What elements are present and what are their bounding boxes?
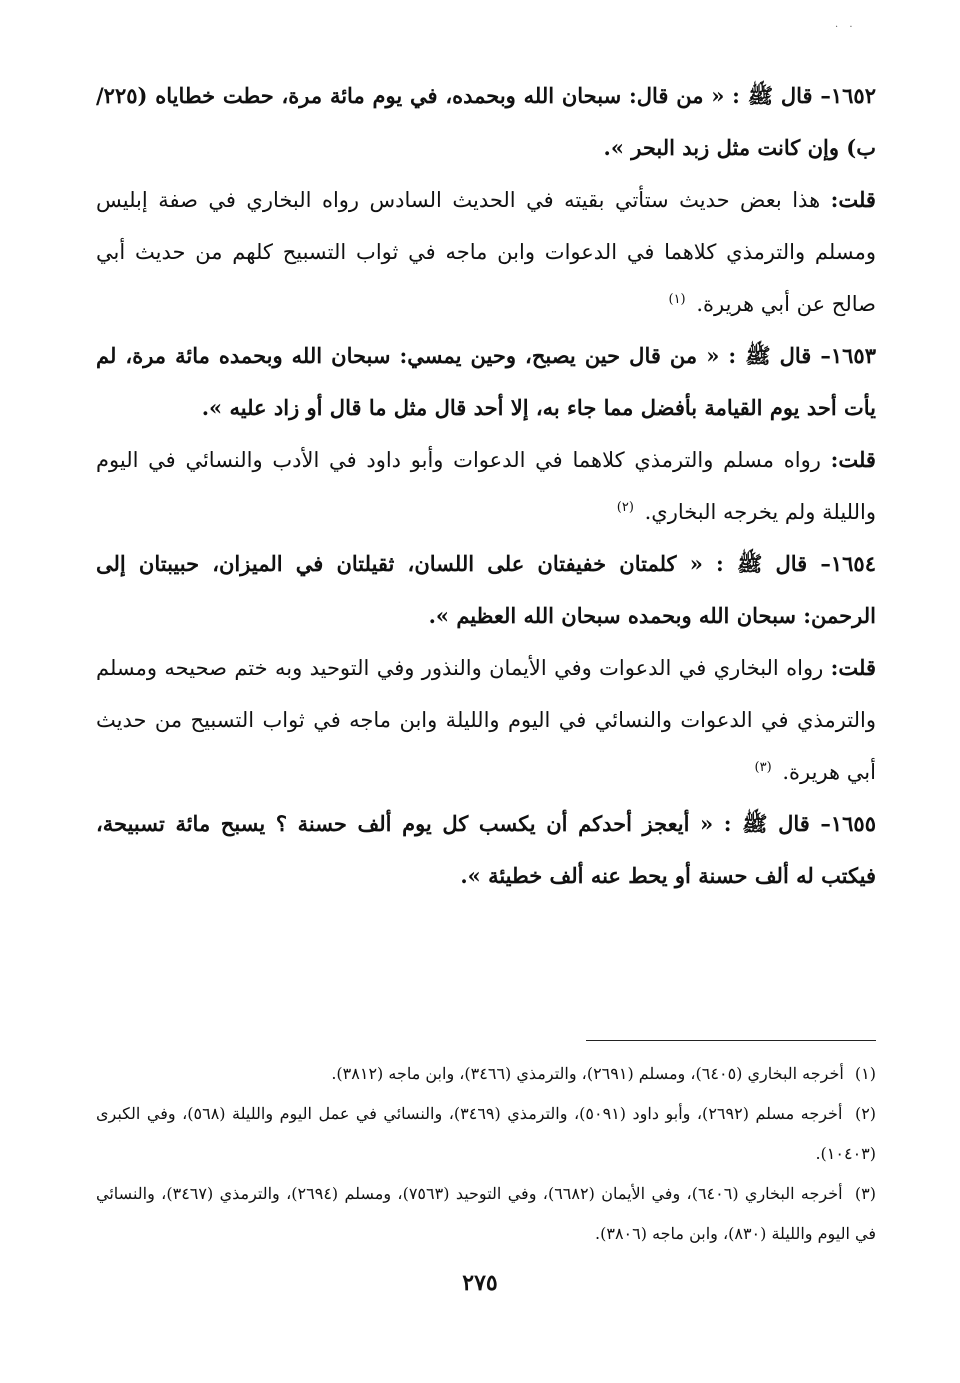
footnote-divider xyxy=(586,1040,876,1041)
footnotes xyxy=(96,1054,876,1254)
footnote-2 xyxy=(96,1094,876,1174)
main-text xyxy=(96,70,876,902)
hadith-1652: ١٦٥٢– قال ﷺ : « من قال: سبحان الله وبحمده، في يوم مائة مرة، حطت خطاياه (٢٢٥/ب) وإن كانت مثل زبد البحر ». xyxy=(96,83,876,160)
comment-text: رواه مسلم والترمذي كلاهما في الدعوات وأبو داود في الأدب والنسائي في اليوم والليلة ولم يخرجه البخاري. xyxy=(96,448,876,524)
scan-specks: · · xyxy=(835,22,857,33)
comment-lead: قلت: xyxy=(830,655,876,680)
comment-lead: قلت: xyxy=(830,447,876,472)
footnote-ref-2[interactable]: (٢) xyxy=(616,500,634,515)
footnote-ref-1[interactable]: (١) xyxy=(668,292,686,307)
comment-1653 xyxy=(96,434,876,538)
footnote-text: أخرجه البخاري (٦٤٠٥)، ومسلم (٢٦٩١)، والترمذي (٣٤٦٦)، وابن ماجه (٣٨١٢). xyxy=(331,1064,844,1083)
footnote-text: أخرجه البخاري (٦٤٠٦)، وفي الأيمان (٦٦٨٢)، وفي التوحيد (٧٥٦٣)، ومسلم (٢٦٩٤)، والترمذي (٣٤٦٧)، والنسائي في اليوم والليلة (٨٣٠)، وابن ماجه (٣٨٠٦). xyxy=(96,1184,876,1243)
hadith-1653: ١٦٥٣– قال ﷺ : « من قال حين يصبح، وحين يمسي: سبحان الله وبحمده مائة مرة، لم يأت أحد يوم القيامة بأفضل مما جاء به، إلا أحد قال مثل ما قال أو زاد عليه ». xyxy=(96,343,876,420)
footnote-1 xyxy=(96,1054,876,1094)
comment-text: هذا بعض حديث ستأتي بقيته في الحديث السادس رواه البخاري في صفة إبليس ومسلم والترمذي كلاهما في الدعوات وابن ماجه في ثواب التسبيح كلهم من حديث أبي صالح عن أبي هريرة. xyxy=(96,188,876,316)
footnote-text: أخرجه مسلم (٢٦٩٢)، وأبو داود (٥٠٩١)، والترمذي (٣٤٦٩)، والنسائي في عمل اليوم والليلة (٥٦٨)، وفي الكبرى (١٠٤٠٣). xyxy=(96,1104,876,1163)
comment-1654 xyxy=(96,642,876,798)
page-number: ٢٧٥ xyxy=(462,1270,498,1296)
footnote-number: (٢) xyxy=(854,1104,877,1123)
hadith-1654: ١٦٥٤– قال ﷺ : « كلمتان خفيفتان على اللسان، ثقيلتان في الميزان، حبيبتان إلى الرحمن: سبحان الله وبحمده سبحان الله العظيم ». xyxy=(96,551,876,628)
footnote-3 xyxy=(96,1174,876,1254)
comment-text: رواه البخاري في الدعوات وفي الأيمان والنذور وفي التوحيد وبه ختم صحيحه ومسلم والترمذي في الدعوات والنسائي في اليوم والليلة وابن ماجه في ثواب التسبيح من حديث أبي هريرة. xyxy=(96,656,876,784)
comment-1652 xyxy=(96,174,876,330)
footnote-number: (٣) xyxy=(854,1184,876,1203)
footnote-number: (١) xyxy=(854,1064,876,1083)
footnote-ref-3[interactable]: (٣) xyxy=(754,760,772,775)
hadith-1655: ١٦٥٥– قال ﷺ : « أيعجز أحدكم أن يكسب كل يوم ألف حسنة ؟ يسبح مائة تسبيحة، فيكتب له ألف حسنة أو يحط عنه ألف خطيئة ». xyxy=(96,811,876,888)
comment-lead: قلت: xyxy=(830,187,876,212)
